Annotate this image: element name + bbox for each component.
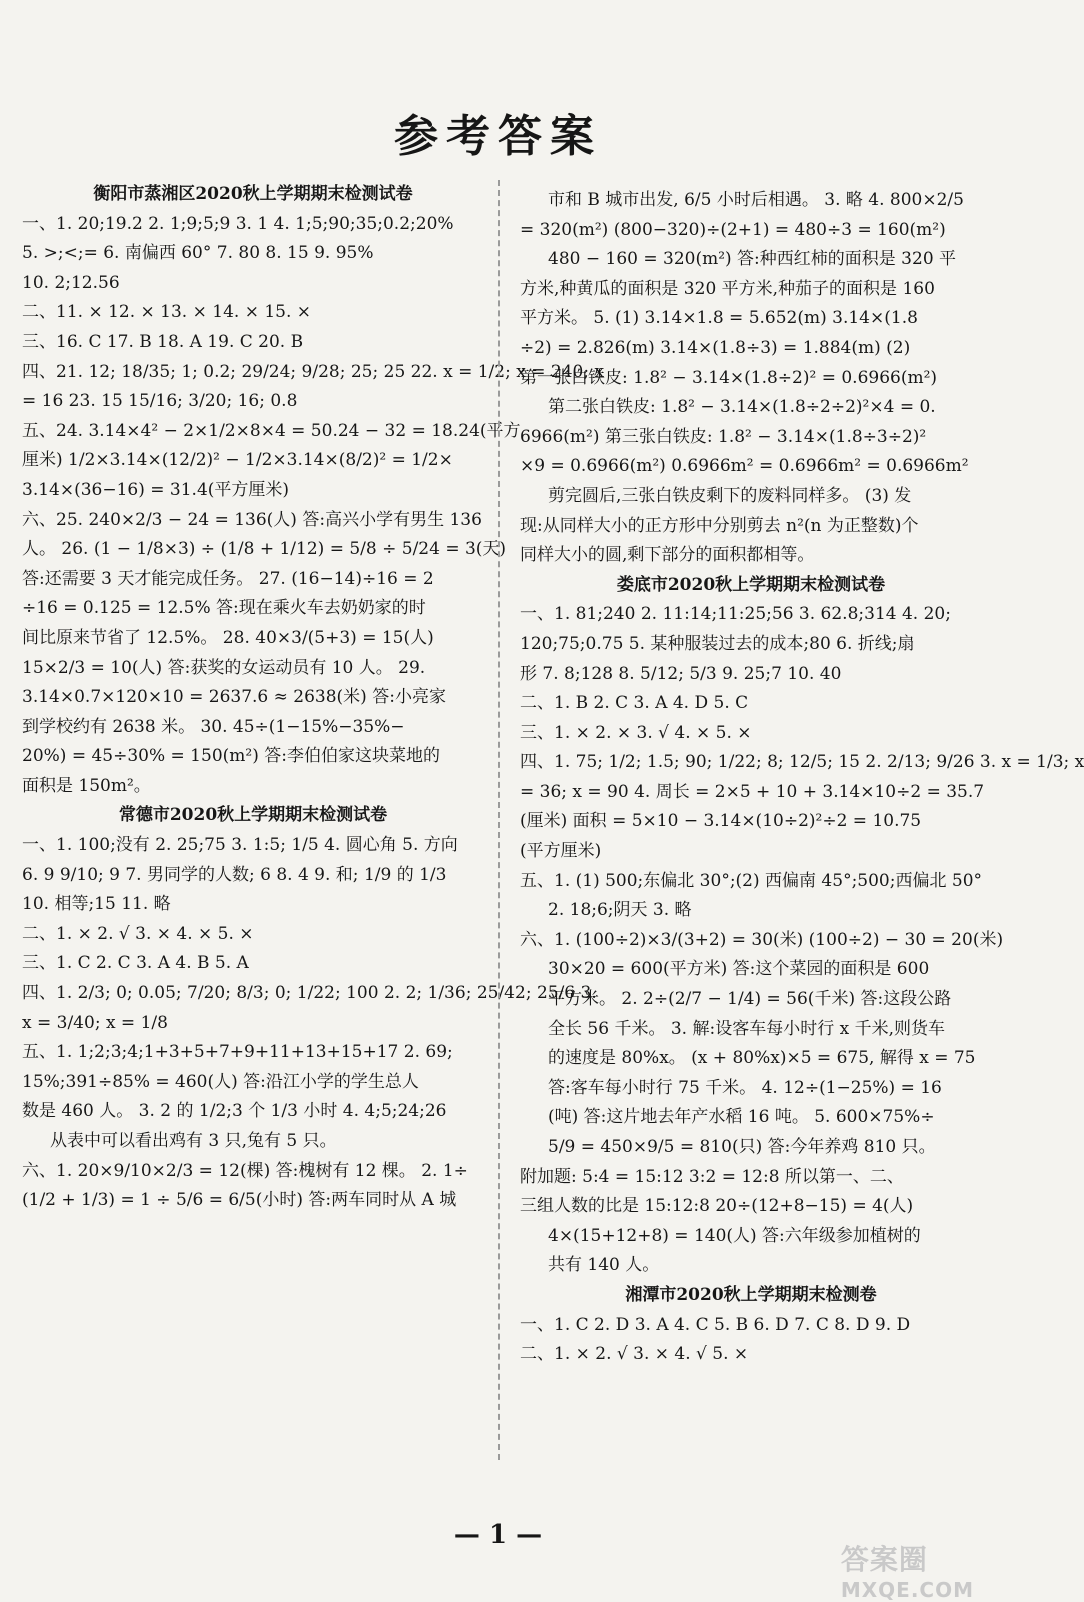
answer-line: 四、1. 75; 1/2; 1.5; 90; 1/22; 8; 12/5; 15 2. 2/13; 9/26 3. x = 1/3; x: [520, 752, 1084, 773]
answer-line: 二、1. × 2. √ 3. × 4. × 5. ×: [22, 923, 254, 944]
answer-line: (1/2 + 1/3) = 1 ÷ 5/6 = 6/5(小时) 答:两车同时从 A 城: [22, 1190, 457, 1211]
answer-line: 平方米。 2. 2÷(2/7 − 1/4) = 56(千米) 答:这段公路: [548, 989, 952, 1010]
answer-line: 6966(m²) 第三张白铁皮: 1.8² − 3.14×(1.8÷3÷2)²: [520, 426, 927, 447]
answer-line: (厘米) 面积 = 5×10 − 3.14×(10÷2)²÷2 = 10.75: [520, 811, 922, 832]
answer-line: 10. 2;12.56: [22, 272, 120, 293]
answer-line: = 320(m²) (800−320)÷(2+1) = 480÷3 = 160(m²): [520, 219, 946, 240]
section-heading: 常德市2020秋上学期期末检测试卷: [118, 805, 388, 826]
answer-line: 5/9 = 450×9/5 = 810(只) 答:今年养鸡 810 只。: [548, 1137, 936, 1157]
answer-line: ×9 = 0.6966(m²) 0.6966m² = 0.6966m² = 0.6966m²: [520, 456, 969, 477]
answer-line: 二、1. B 2. C 3. A 4. D 5. C: [520, 693, 749, 714]
answer-line: 一、1. C 2. D 3. A 4. C 5. B 6. D 7. C 8. D 9. D: [520, 1314, 911, 1335]
answer-line: 五、1. (1) 500;东偏北 30°;(2) 西偏南 45°;500;西偏北 50°: [520, 870, 983, 891]
answer-line: ÷2) = 2.826(m) 3.14×(1.8÷3) = 1.884(m) (2): [520, 337, 911, 358]
answer-line: 平方米。 5. (1) 3.14×1.8 = 5.652(m) 3.14×(1.8: [520, 308, 918, 329]
answer-line: 3.14×0.7×120×10 = 2637.6 ≈ 2638(米) 答:小亮家: [22, 687, 446, 708]
answer-line: x = 3/40; x = 1/8: [22, 1012, 168, 1033]
answer-line: 全长 56 千米。 3. 解:设客车每小时行 x 千米,则货车: [548, 1018, 945, 1039]
answer-line: = 16 23. 15 15/16; 3/20; 16; 0.8: [22, 391, 298, 412]
answer-line: 10. 相等;15 11. 略: [22, 894, 171, 915]
answer-line: 方米,种黄瓜的面积是 320 平方米,种茄子的面积是 160: [520, 278, 935, 299]
answer-line: 20%) = 45÷30% = 150(m²) 答:李伯伯家这块菜地的: [22, 746, 440, 767]
answer-line: 间比原来节省了 12.5%。 28. 40×3/(5+3) = 15(人): [22, 627, 434, 648]
answer-line: 六、1. (100÷2)×3/(3+2) = 30(米) (100÷2) − 30 = 20(米): [520, 929, 1004, 950]
right-column: [520, 186, 1084, 1370]
answer-line: 六、25. 240×2/3 − 24 = 136(人) 答:高兴小学有男生 136: [22, 509, 482, 530]
answer-line: 面积是 150m²。: [22, 775, 151, 796]
watermark-logo: [841, 1538, 974, 1602]
answer-line: 15%;391÷85% = 460(人) 答:沿江小学的学生总人: [22, 1071, 419, 1092]
answer-line: 四、21. 12; 18/35; 1; 0.2; 29/24; 9/28; 25; 25 22. x = 1/2; x = 240; x: [22, 361, 605, 382]
answer-line: ÷16 = 0.125 = 12.5% 答:现在乘火车去奶奶家的时: [22, 598, 426, 619]
column-divider: [498, 180, 500, 1460]
answer-line: 厘米) 1/2×3.14×(12/2)² − 1/2×3.14×(8/2)² = 1/2×: [22, 450, 453, 471]
answer-line: 3.14×(36−16) = 31.4(平方厘米): [22, 479, 290, 500]
answer-line: 三组人数的比是 15:12:8 20÷(12+8−15) = 4(人): [520, 1196, 914, 1217]
answer-line: 的速度是 80%x。 (x + 80%x)×5 = 675, 解得 x = 75: [548, 1048, 976, 1069]
page-title: 参考答案: [394, 111, 602, 162]
answer-line: 答:还需要 3 天才能完成任务。 27. (16−14)÷16 = 2: [22, 568, 434, 589]
section-heading: 娄底市2020秋上学期期末检测试卷: [616, 574, 886, 595]
answer-line: 15×2/3 = 10(人) 答:获奖的女运动员有 10 人。 29.: [22, 657, 426, 678]
answer-line: = 36; x = 90 4. 周长 = 2×5 + 10 + 3.14×10÷2 = 35.7: [520, 781, 985, 802]
answer-line: 2. 18;6;阴天 3. 略: [548, 900, 692, 921]
answer-line: (吨) 答:这片地去年产水稻 16 吨。 5. 600×75%÷: [548, 1107, 935, 1128]
answer-line: 从表中可以看出鸡有 3 只,兔有 5 只。: [50, 1131, 337, 1151]
left-column: [22, 180, 605, 1216]
watermark-main: 答案圈: [840, 1543, 928, 1576]
answer-line: 6. 9 9/10; 9 7. 男同学的人数; 6 8. 4 9. 和; 1/9 的 1/3: [22, 864, 447, 885]
answer-line: 答:客车每小时行 75 千米。 4. 12÷(1−25%) = 16: [548, 1077, 942, 1098]
answer-line: 一、1. 100;没有 2. 25;75 3. 1:5; 1/5 4. 圆心角 5. 方向: [22, 835, 458, 856]
answer-line: 现:从同样大小的正方形中分别剪去 n²(n 为正整数)个: [520, 515, 919, 536]
answer-line: 一、1. 20;19.2 2. 1;9;5;9 3. 1 4. 1;5;90;35;0.2;20%: [22, 213, 454, 234]
answer-line: 五、1. 1;2;3;4;1+3+5+7+9+11+13+15+17 2. 69;: [22, 1042, 453, 1063]
page-number: — 1 —: [453, 1520, 543, 1550]
answer-line: 共有 140 人。: [548, 1255, 660, 1276]
answer-line: 4×(15+12+8) = 140(人) 答:六年级参加植树的: [548, 1225, 921, 1246]
answer-line: 四、1. 2/3; 0; 0.05; 7/20; 8/3; 0; 1/22; 100 2. 2; 1/36; 25/42; 25/6 3.: [22, 983, 597, 1004]
answer-line: 二、1. × 2. √ 3. × 4. √ 5. ×: [520, 1344, 749, 1365]
answer-line: 到学校约有 2638 米。 30. 45÷(1−15%−35%−: [22, 716, 405, 737]
answer-line: 第一张白铁皮: 1.8² − 3.14×(1.8÷2)² = 0.6966(m²): [520, 367, 938, 388]
answer-line: 数是 460 人。 3. 2 的 1/2;3 个 1/3 小时 4. 4;5;24;26: [22, 1101, 447, 1122]
answer-line: 第二张白铁皮: 1.8² − 3.14×(1.8÷2÷2)²×4 = 0.: [548, 397, 936, 418]
answer-line: 剪完圆后,三张白铁皮剩下的废料同样多。 (3) 发: [548, 485, 912, 506]
answer-line: 120;75;0.75 5. 某种服装过去的成本;80 6. 折线;扇: [520, 633, 915, 654]
answer-line: 同样大小的圆,剩下部分的面积都相等。: [520, 545, 815, 566]
answer-line: 三、1. C 2. C 3. A 4. B 5. A: [22, 953, 249, 974]
answer-line: 三、1. × 2. × 3. √ 4. × 5. ×: [520, 722, 752, 743]
answer-line: 30×20 = 600(平方米) 答:这个菜园的面积是 600: [548, 959, 930, 980]
answer-line: 形 7. 8;128 8. 5/12; 5/3 9. 25;7 10. 40: [520, 663, 842, 684]
answer-line: 二、11. × 12. × 13. × 14. × 15. ×: [22, 302, 312, 323]
section-heading: 衡阳市蒸湘区2020秋上学期期末检测试卷: [93, 184, 413, 204]
answer-line: 五、24. 3.14×4² − 2×1/2×8×4 = 50.24 − 32 = 18.24(平方: [22, 420, 521, 441]
answer-line: 六、1. 20×9/10×2/3 = 12(棵) 答:槐树有 12 棵。 2. 1÷: [22, 1160, 468, 1181]
answer-line: 人。 26. (1 − 1/8×3) ÷ (1/8 + 1/12) = 5/8 ÷ 5/24 = 3(天): [22, 539, 507, 560]
answer-line: 5. >;<;= 6. 南偏西 60° 7. 80 8. 15 9. 95%: [22, 243, 374, 264]
answer-line: (平方厘米): [520, 841, 602, 862]
answer-line: 480 − 160 = 320(m²) 答:种西红柿的面积是 320 平: [548, 249, 957, 270]
answer-line: 附加题: 5:4 = 15:12 3:2 = 12:8 所以第一、二、: [520, 1166, 904, 1187]
section-heading: 湘潭市2020秋上学期期末检测卷: [625, 1284, 877, 1305]
answer-line: 市和 B 城市出发, 6/5 小时后相遇。 3. 略 4. 800×2/5: [548, 190, 964, 210]
answer-line: 三、16. C 17. B 18. A 19. C 20. B: [22, 331, 304, 352]
watermark-sub: MXQE.COM: [840, 1578, 974, 1602]
answer-line: 一、1. 81;240 2. 11:14;11:25;56 3. 62.8;314 4. 20;: [520, 604, 951, 625]
